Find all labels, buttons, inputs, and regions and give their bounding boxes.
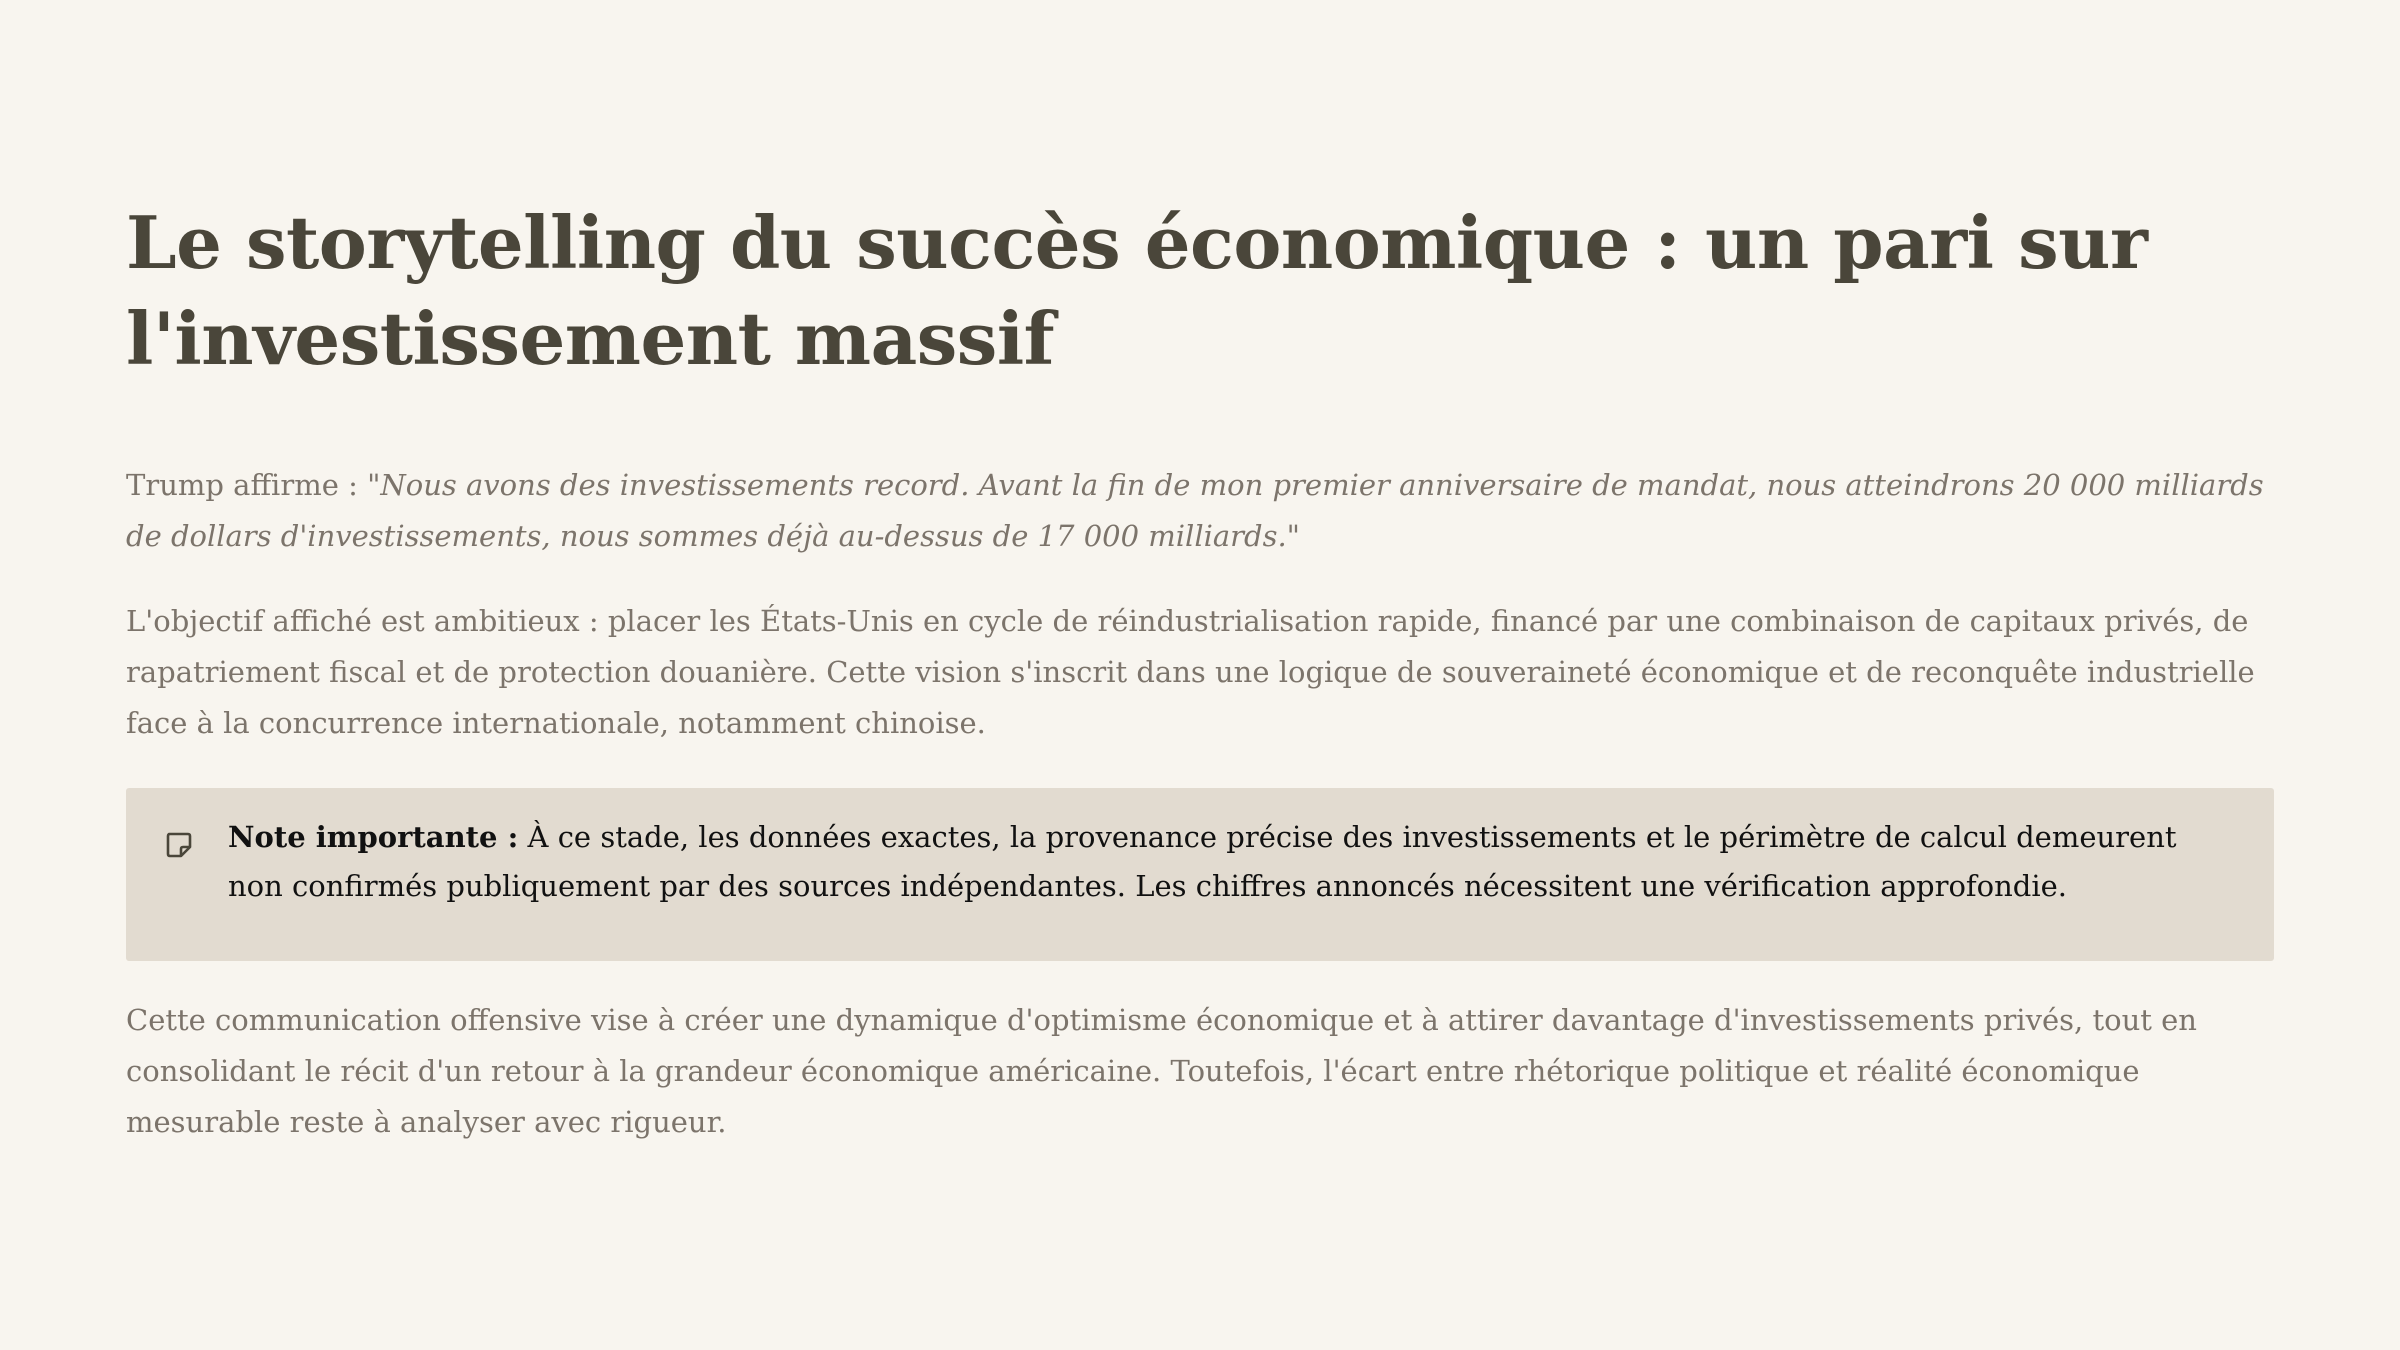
page-title: Le storytelling du succès économique : un pari sur l'investissement massif	[126, 200, 2148, 381]
note-label: Note importante :	[228, 820, 519, 854]
note-text	[228, 813, 2234, 911]
quote-text: "Nous avons des investissements record. Avant la fin de mon premier anniversaire de mandat, nous atteindrons 20 000 milliards de dollars d'investissements, nous sommes déjà au-dessus de 17 000 milliards."	[126, 468, 2264, 553]
quote-intro: Trump affirme :	[126, 468, 368, 502]
important-note-callout	[126, 788, 2274, 961]
note-body: À ce stade, les données exactes, la provenance précise des investissements et le périmètre de calcul demeurent non confirmés publiquement par des sources indépendantes. Les chiffres annoncés nécessitent une vérification approfondie.	[228, 820, 2177, 903]
conclusion-paragraph: Cette communication offensive vise à créer une dynamique d'optimisme économique et à attirer davantage d'investissements privés, tout en consolidant le récit d'un retour à la grandeur économique américaine. Toutefois, l'écart entre rhétorique politique et réalité économique mesurable reste à analyser avec rigueur.	[126, 1003, 2197, 1139]
note-icon	[164, 830, 194, 860]
objective-paragraph: L'objectif affiché est ambitieux : placer les États-Unis en cycle de réindustrialisation rapide, financé par une combinaison de capitaux privés, de rapatriement fiscal et de protection douanière. Cette vision s'inscrit dans une logique de souveraineté économique et de reconquête industrielle face à la concurrence internationale, notamment chinoise.	[126, 604, 2255, 740]
quote-paragraph	[126, 460, 2276, 562]
